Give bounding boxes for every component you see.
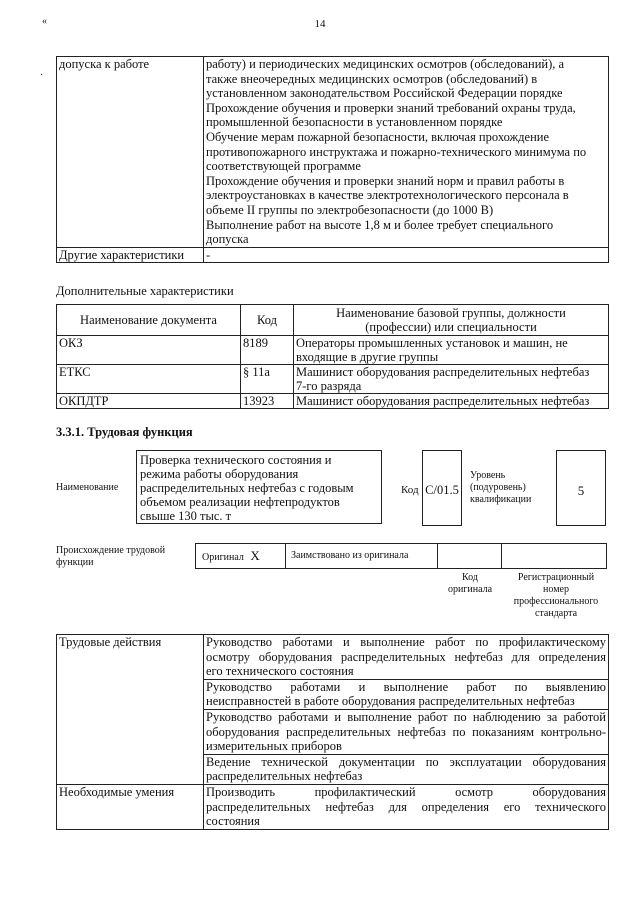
text-line: Руководство работами и выполнение работ по наблюдению за работой (206, 709, 606, 724)
action-cell (204, 635, 609, 680)
header-doc: Наименование документа (57, 305, 241, 336)
table-row (57, 336, 609, 365)
text-line: входящие в другие группы (296, 350, 439, 364)
text-line: Происхождение трудовой (56, 545, 166, 556)
skills-label: Необходимые умения (57, 784, 204, 829)
text-line: Регистрационный (517, 572, 595, 583)
action-cell (204, 709, 609, 754)
text-line: свыше 130 тыс. т (140, 509, 232, 523)
row-label: допуска к работе (57, 57, 204, 248)
name-label: Наименование (56, 482, 119, 493)
original-mark: X (250, 548, 260, 563)
text-line: противопожарного инструктажа и пожарно-технического минимума по (206, 144, 587, 159)
text-line: распределительных нефтебаз (206, 769, 363, 784)
text-line: электроустановках в качестве электротехнологического персонала в (206, 188, 569, 203)
code-original-cell (438, 544, 502, 568)
text-line: 7-го разряда (296, 379, 362, 393)
text-line: номер (543, 584, 569, 595)
reg-number-label (504, 572, 608, 620)
text-line: стандарта (534, 608, 578, 619)
table-row (57, 635, 609, 680)
section-title: 3.3.1. Трудовая функция (56, 425, 193, 439)
text-line: оригинала (447, 584, 493, 595)
action-cell (204, 754, 609, 784)
table-row (57, 57, 609, 248)
text-line: неисправностей в работе оборудования распределительных нефтебаз (206, 694, 575, 709)
dot-mark: · (40, 70, 44, 81)
header-name: Наименование базовой группы, должности (профессии) или специальности (294, 305, 609, 336)
row-content (204, 57, 609, 248)
additional-table (56, 304, 609, 409)
cell-code: 13923 (241, 394, 294, 409)
cell-name (294, 365, 609, 394)
cell-code: § 11а (241, 365, 294, 394)
action-cell (204, 679, 609, 709)
text-line: Выполнение работ на высоте 1,8 м и более требует специального (206, 217, 554, 232)
text-line: осмотру оборудования распределительных нефтебаз для определения (206, 649, 606, 664)
text-line: Машинист оборудования распределительных нефтебаз (296, 365, 590, 379)
text-line: установленном законодательством Российской Федерации порядке (206, 86, 563, 101)
cell-doc: ЕТКС (57, 365, 241, 394)
text-line: Операторы промышленных установок и машин, не (296, 336, 568, 350)
text-line: состояния (206, 814, 260, 829)
table-row (57, 394, 609, 409)
text-line: распределительных нефтебаз с годовым (140, 481, 354, 495)
origin-label (56, 545, 165, 569)
code-original-label (438, 572, 502, 596)
cell-name (294, 336, 609, 365)
text-line: Руководство работами и выполнение работ по выявлению (206, 679, 606, 694)
text-line: квалификации (470, 494, 532, 505)
cell-code: 8189 (241, 336, 294, 365)
text-line: соответствующей программе (206, 159, 361, 174)
additional-title: Дополнительные характеристики (56, 284, 234, 298)
borrowed-cell: Заимствовано из оригинала (286, 544, 438, 568)
cell-doc: ОКЗ (57, 336, 241, 365)
labor-actions-table (56, 634, 609, 830)
text-line: объеме II группы по электробезопасности (до 1000 В) (206, 202, 494, 217)
admission-table (56, 56, 609, 263)
page-number: 14 (314, 18, 326, 30)
code-label: Код (401, 484, 419, 496)
text-line: Руководство работами и выполнение работ по профилактическому (206, 635, 606, 649)
actions-label: Трудовые действия (57, 635, 204, 785)
text-line: режима работы оборудования (140, 467, 299, 481)
text-line: Обучение мерам пожарной безопасности, включая прохождение (206, 129, 549, 144)
table-row (57, 365, 609, 394)
text-line: Уровень (470, 470, 506, 481)
table-row (57, 247, 609, 263)
origin-row (195, 543, 607, 569)
cell-name: Машинист оборудования распределительных нефтебаз (294, 394, 609, 409)
text-line: его технического состояния (206, 664, 354, 679)
text-line: также внеочередных медицинских осмотров (обследований) в (206, 71, 538, 86)
row-label: Другие характеристики (57, 247, 204, 263)
text-line: Код (462, 572, 478, 583)
text-line: допуска (206, 232, 249, 247)
original-cell (196, 544, 286, 568)
text-line: оборудования распределительных нефтебаз по показаниям контрольно- (206, 724, 606, 739)
original-label: Оригинал (202, 552, 244, 563)
table-row (57, 784, 609, 829)
table-header-row (57, 305, 609, 336)
text-line: Прохождение обучения и проверки знаний норм и правил работы в (206, 173, 565, 188)
text-line: измерительных приборов (206, 739, 342, 754)
text-line: профессионального (513, 596, 599, 607)
corner-mark: « (42, 16, 47, 27)
row-content: - (204, 247, 609, 263)
text-line: Производить профилактический осмотр оборудования (206, 784, 606, 799)
level-label (470, 470, 531, 506)
code-value-box: С/01.5 (422, 450, 462, 526)
text-line: промышленной безопасности в установленном порядке (206, 115, 503, 130)
text-line: Проверка технического состояния и (140, 453, 332, 467)
text-line: (подуровень) (470, 482, 526, 493)
text-line: Ведение технической документации по эксплуатации оборудования (206, 754, 606, 769)
text-line: работу) и периодических медицинских осмотров (обследований), а (206, 57, 565, 71)
level-value-box: 5 (556, 450, 606, 526)
skill-cell (204, 784, 609, 829)
function-name-box (136, 450, 382, 524)
cell-doc: ОКПДТР (57, 394, 241, 409)
text-line: функции (56, 557, 94, 568)
text-line: Прохождение обучения и проверки знаний требований охраны труда, (206, 100, 576, 115)
text-line: объемом реализации нефтепродуктов (140, 495, 340, 509)
text-line: распределительных нефтебаз для определения его технического (206, 799, 606, 814)
header-code: Код (241, 305, 294, 336)
